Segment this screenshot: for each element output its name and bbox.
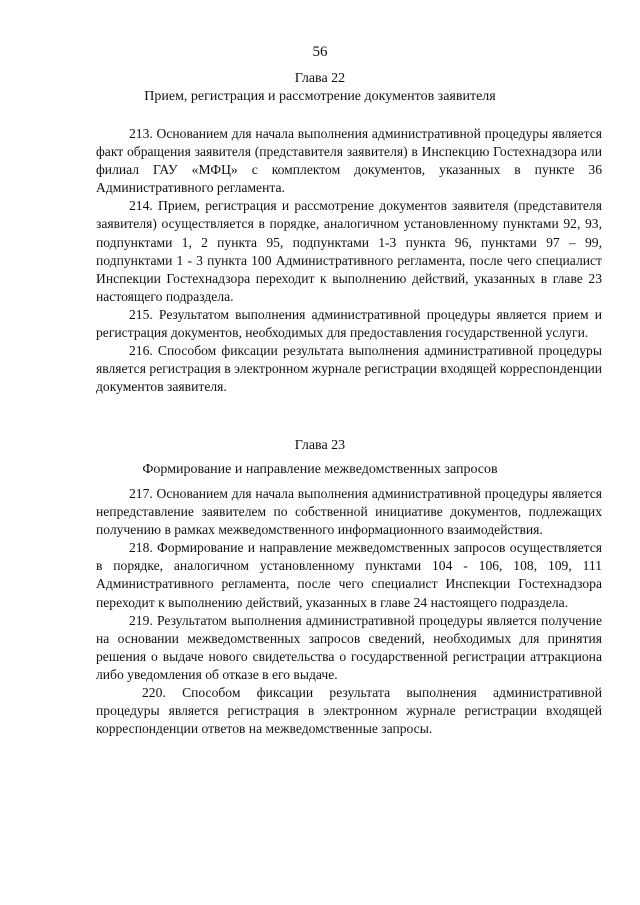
paragraph-218: 218. Формирование и направление межведомственных запросов осуществляется в порядке, аналогичном установленному пунктами 104 - 106, 108, 109, 111 Административного регламента, после чего специалист Инспекции Гостехнадзора переходит к выполнению действий, указанных в главе 24 настоящего подраздела.: [96, 540, 602, 610]
chapter-title: Формирование и направление межведомственных запросов: [142, 462, 498, 477]
paragraph-216: 216. Способом фиксации результата выполнения административной процедуры является регистрация в электронном журнале регистрации входящей корреспонденции документов заявителя.: [96, 343, 602, 395]
chapter-23-body: [96, 485, 602, 738]
chapter-title: Прием, регистрация и рассмотрение документов заявителя: [144, 89, 496, 104]
chapter-23-heading: [0, 437, 640, 479]
paragraph-215: 215. Результатом выполнения административной процедуры является прием и регистрация документов, необходимых для предоставления государственной услуги.: [96, 306, 602, 341]
chapter-label: Глава 22: [294, 71, 346, 86]
chapter-label: Глава 23: [294, 438, 346, 453]
paragraph-217: 217. Основанием для начала выполнения административной процедуры является непредставление заявителем по собственной инициативе документов, подлежащих получению в рамках межведомственного информационного взаимодействия.: [96, 486, 602, 538]
paragraph-213: 213. Основанием для начала выполнения административной процедуры является факт обращения заявителя (представителя заявителя) в Инспекцию Гостехнадзора или филиал ГАУ «МФЦ» с комплектом документов, указанных в пункте 36 Административного регламента.: [96, 126, 602, 196]
paragraph-220: 220. Способом фиксации результата выполнения административной процедуры является регистрация в электронном журнале регистрации входящей корреспонденции ответов на межведомственные запросы.: [96, 685, 602, 737]
page-number: 56: [312, 44, 328, 60]
chapter-22-heading: [0, 70, 640, 106]
paragraph-219: 219. Результатом выполнения административной процедуры является получение на основании межведомственных запросов сведений, необходимых для принятия решения о выдаче нового свидетельства о государственной регистрации аттракциона либо уведомления об отказе в его выдаче.: [96, 612, 602, 682]
chapter-22-body: [96, 125, 602, 396]
paragraph-214: 214. Прием, регистрация и рассмотрение документов заявителя (представителя заявителя) осуществляется в порядке, аналогичном установленному пунктами 92, 93, подпунктами 1, 2 пункта 95, подпунктами 1-3 пункта 96, пунктами 97 – 99, подпунктами 1 - 3 пункта 100 Административного регламента, после чего специалист Инспекции Гостехнадзора переходит к выполнению действий, указанных в главе 23 настоящего подраздела.: [96, 198, 602, 304]
